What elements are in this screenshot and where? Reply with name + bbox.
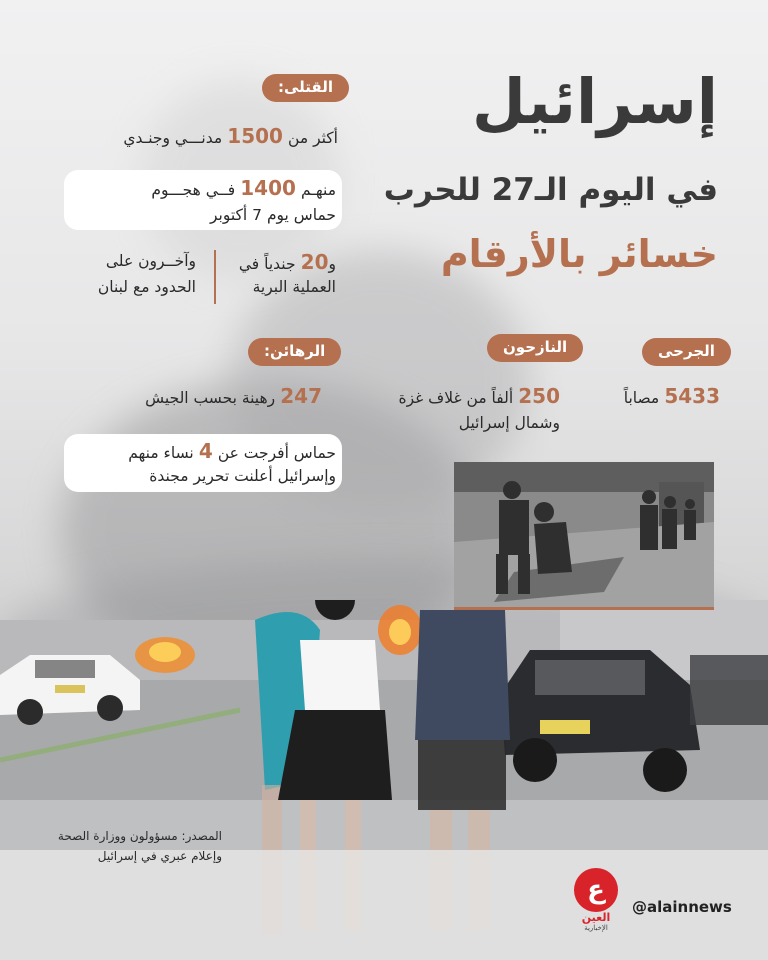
soldiers-text1: جندياً في [238,255,296,273]
wounded-line [624,384,720,409]
soldiers-num: 20 [300,250,329,274]
hostages-num: 247 [280,384,322,408]
killed-box-prefix: منهـم [301,181,336,199]
others-line1: وآخــرون على [105,252,196,270]
killed-label: القتلى: [262,74,349,102]
soldiers-photo [454,462,714,610]
killed-line1-suffix: مدنـــي وجنـدي [123,129,223,147]
displaced-text2: وشمال إسرائيل [458,414,560,432]
page-title: إسرائيل [472,65,718,138]
logo-mark-icon: ع [574,868,618,912]
hostages-box-prefix: حماس أفرجت عن [217,444,336,462]
hostages-line [145,384,322,409]
soldiers-text2: العملية البرية [252,278,336,296]
killed-box-line1 [151,176,336,201]
logo-text: العين [581,911,611,924]
wounded-label: الجرحى [642,338,731,366]
killed-box-line2: حماس يوم 7 أكتوبر [209,206,336,224]
hostages-box-line2: وإسرائيل أعلنت تحرير مجندة [149,467,336,485]
displaced-line1 [398,384,560,409]
others-line2: الحدود مع لبنان [97,278,196,296]
killed-soldiers [239,250,336,275]
brand-logo [568,868,624,930]
hostages-label: الرهائن: [248,338,341,366]
hostages-text: رهينة بحسب الجيش [145,389,276,407]
page-subtitle: في اليوم الـ27 للحرب [383,172,718,208]
source-note [58,826,222,866]
brand-handle[interactable]: @alainnews [632,898,732,916]
displaced-text1: ألفاً من غلاف غزة [398,389,514,407]
displaced-label: النازحون [487,334,583,362]
displaced-num: 250 [518,384,560,408]
killed-divider [214,250,216,304]
soldiers-prefix: و [328,255,336,273]
killed-line1-num: 1500 [227,124,283,148]
wounded-text: مصاباً [623,389,660,407]
wounded-num: 5433 [664,384,720,408]
source-line1: المصدر: مسؤولون ووزارة الصحة [57,829,222,843]
killed-line1-prefix: أكثر من [288,129,338,147]
killed-line1 [123,124,338,149]
source-line2: وإعلام عبري في إسرائيل [97,849,222,863]
hostages-box-num: 4 [198,439,213,463]
killed-box-num: 1400 [240,176,296,200]
killed-box-suffix: فــي هجـــوم [151,181,236,199]
logo-sub: الإخبارية [584,924,608,932]
headline: خسائر بالأرقام [440,232,718,276]
hostages-box-suffix: نساء منهم [128,444,194,462]
hostages-box-line1 [128,439,336,464]
